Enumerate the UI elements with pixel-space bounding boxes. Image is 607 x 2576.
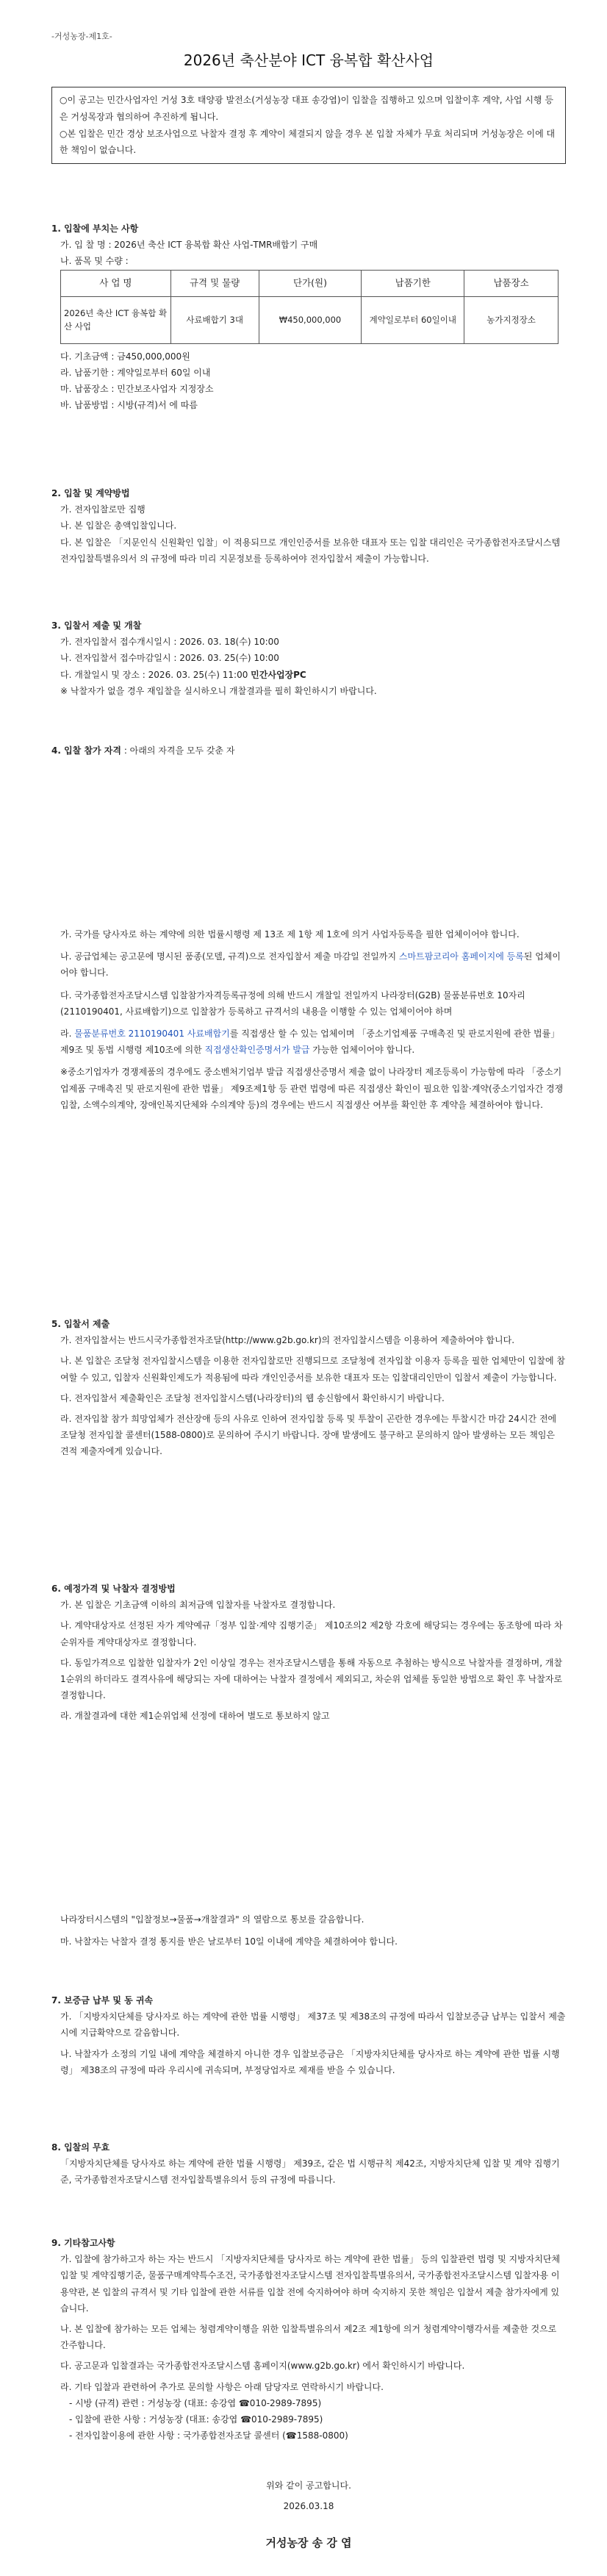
item-na: 나. 품목 및 수량 : bbox=[60, 256, 129, 267]
item-da: 다. 동일가격으로 입찰한 입찰자가 2인 이상일 경우는 전자조달시스템을 통해 자동으로 추첨하는 방식으로 낙찰자를 결정하며, 개찰 1순위의 하더라도 결격사유에 해당되는 자에 대하여는 낙찰자 결정에서 제외되고, 차순위 업체를 동일한 방법으로 확인 후 낙찰자로 결정합니다. bbox=[60, 1657, 563, 1701]
contact-spec: - 시방 (규격) 관련 : 거성농장 (대표: 송강엽 ☎010-2989-7895) bbox=[69, 2397, 322, 2408]
signature: 거성농장 송 강 엽 bbox=[265, 2536, 352, 2550]
table-row bbox=[61, 296, 558, 343]
item-ga: 가. 본 입찰은 기초금액 이하의 최저금액 입찰자를 낙찰자로 결정합니다. bbox=[60, 1600, 336, 1611]
certificate-highlight: 직접생산확인증명서가 발급 bbox=[204, 1045, 310, 1056]
item-ma: 마. 낙찰자는 낙찰자 결정 통지를 받은 날로부터 10일 이내에 계약을 체결하여야 합니다. bbox=[60, 1936, 398, 1947]
section-2 bbox=[51, 485, 566, 567]
note: ※ 낙찰자가 없을 경우 재입찰을 실시하오니 개찰결과를 필히 확인하시기 바랍니다. bbox=[60, 685, 377, 696]
section-heading-tail: : 아래의 자격을 모두 갖춘 자 bbox=[121, 745, 235, 756]
doc-label: -거성농장-제1호- bbox=[51, 32, 112, 41]
section-heading: 2. 입찰 및 계약방법 bbox=[51, 488, 130, 498]
item-note: ※중소기업자가 경쟁제품의 경우에도 중소벤처기업부 발급 직접생산증명서 제출 없이 나라장터 제조등록이 가능함에 따라 「중소기업제품 구매촉진 및 판로지원에 관한 법률」 제9조제1항 등 관련 법령에 따른 직접생산 확인이 필요한 입찰·계약(중소기업자간 경쟁입찰, 소액수의계약, 장애인복지단체와 수의계약 등)의 경우에는 반드시 직접생산 여부를 확인한 후 계약을 체결하여야 합니다. bbox=[60, 1067, 564, 1110]
section-3 bbox=[51, 618, 566, 699]
section-heading: 3. 입찰서 제출 및 개찰 bbox=[51, 620, 142, 631]
item-da-text: 다. 개찰일시 및 장소 : 2026. 03. 25(수) 11:00 bbox=[60, 669, 251, 680]
item-na: 나. 낙찰자가 소정의 기일 내에 계약을 체결하지 아니한 경우 입찰보증금은 「지방자치단체를 당사자로 하는 계약에 관한 법률 시행령」 제38조의 규정에 따라 우리시에 귀속되며, 부정당업자로 제재를 받을 수 있습니다. bbox=[60, 2048, 560, 2075]
section-heading: 8. 입찰의 무효 bbox=[51, 2142, 110, 2153]
section-4-body bbox=[51, 926, 566, 1113]
bid-location: 민간사업장PC bbox=[251, 669, 306, 680]
item-ga: 가. 입찰에 참가하고자 하는 자는 반드시 「지방자치단체를 당사자로 하는 계약에 관한 법률」 등의 입찰관련 법령 및 지방자치단체 입찰 및 계약집행기준, 물품구매계약특수조건, 국가종합전자조달시스템 전자입찰특별유의서, 국가종합전자조달시스템 입찰자용 이용약관, 본 입찰의 규격서 및 기타 입찰에 관한 서류를 입찰 전에 숙지하여야 하며 숙지하지 못한 책임은 입찰서 제출 참가자에게 있습니다. bbox=[60, 2254, 561, 2314]
date: 2026.03.18 bbox=[283, 2501, 334, 2511]
item-da: 다. 국가종합전자조달시스템 입찰참가자격등록규정에 의해 반드시 개찰일 전일까지 나라장터(G2B) 물품분류번호 10자리(2110190401, 사료배합기)으로 입찰참가 등록하고 규격서의 내용을 이행할 수 있는 업체이어야 하며 bbox=[60, 990, 525, 1017]
item-da: 다. 기초금액 : 금450,000,000원 bbox=[60, 351, 190, 362]
section-7 bbox=[51, 1992, 566, 2078]
item-da: 다. 공고문과 입찰결과는 국가종합전자조달시스템 홈페이지(www.g2b.go.kr) 에서 확인하시기 바랍니다. bbox=[60, 2361, 465, 2372]
table-cell: 농가지정장소 bbox=[464, 296, 558, 343]
item-ga: 가. 입 찰 명 : 2026년 축산 ICT 융복합 확산 사업-TMR배합기 구매 bbox=[60, 240, 318, 251]
notice-line-2: ○본 입찰은 민간 경상 보조사업으로 낙찰자 결정 후 계약이 체결되지 않을 경우 본 입찰 자체가 무효 처리되며 거성농장은 이에 대한 책임이 없습니다. bbox=[60, 128, 556, 156]
section-9 bbox=[51, 2235, 566, 2444]
section-heading: 6. 예정가격 및 낙찰자 결정방법 bbox=[51, 1584, 176, 1594]
section-6 bbox=[51, 1581, 566, 1725]
item-ga: 가. 국가를 당사자로 하는 계약에 의한 법률시행령 제 13조 제 1항 제 1호에 의거 사업자등록을 필한 업체이어야 합니다. bbox=[60, 929, 520, 940]
contact-bid: - 입찰에 관한 사항 : 거성농장 (대표: 송강엽 ☎010-2989-7895) bbox=[69, 2414, 323, 2425]
item-na: 나. 계약대상자로 선정된 자가 계약예규「정부 입찰·계약 집행기준」 제10조의2 제2항 각호에 해당되는 경우에는 동조항에 따라 차순위자를 계약대상자로 결정합니다. bbox=[60, 1620, 563, 1647]
item-ba: 바. 납품방법 : 시방(규격)서 에 따름 bbox=[60, 400, 198, 411]
section-6-tail bbox=[51, 1911, 566, 1950]
section-5 bbox=[51, 1316, 566, 1460]
section-heading-bold: 4. 입찰 참가 자격 bbox=[51, 745, 121, 756]
section-heading: 1. 입찰에 부치는 사항 bbox=[51, 223, 139, 234]
item-na bbox=[51, 948, 566, 981]
table-header: 규격 및 물량 bbox=[170, 270, 259, 296]
table-cell: ₩450,000,000 bbox=[259, 296, 362, 343]
product-code-highlight: 물품분류번호 2110190401 사료배합기 bbox=[74, 1028, 230, 1039]
section-4 bbox=[51, 743, 566, 759]
section-1 bbox=[51, 221, 566, 413]
table-header-row bbox=[61, 270, 558, 296]
item-na: 나. 본 입찰에 참가하는 모든 업체는 청렴계약이행을 위한 입찰특별유의서 제2조 제1항에 의거 청렴계약이행각서를 제출한 것으로 간주합니다. bbox=[60, 2323, 557, 2351]
item-ra: 라. 납품기한 : 계약일로부터 60일 이내 bbox=[60, 367, 211, 378]
item-da: 다. 전자입찰서 제출확인은 조달청 전자입찰시스템(나라장터)의 웹 송신함에서 확인하시기 바랍니다. bbox=[60, 1392, 445, 1403]
section-heading bbox=[51, 743, 566, 759]
item-na: 나. 본 입찰은 총액입찰입니다. bbox=[60, 520, 177, 532]
item-ra-prefix: 라. bbox=[60, 1028, 75, 1039]
item-ra-mid: 를 직접생산 할 수 있는 업체이며 「중소기업제품 구매촉진 및 판로지원에 관한 법률」 제9조 및 동법 시행령 제10조에 의한 bbox=[60, 1028, 560, 1056]
table-cell: 계약일로부터 60일이내 bbox=[362, 296, 464, 343]
item-na-text: 나. 공급업체는 공고문에 명시된 품종(모델, 규격)으로 전자입찰서 제출 마감일 전일까지 bbox=[60, 951, 399, 962]
section-heading: 5. 입찰서 제출 bbox=[51, 1319, 110, 1329]
item-ga: 가. 전자입찰로만 집행 bbox=[60, 504, 146, 515]
notice-box bbox=[51, 87, 566, 164]
item-ga: 가. 전자입찰서는 반드시국가종합전자조달(http://www.g2b.go.kr)의 전자입찰시스템을 이용하여 제출하여야 합니다. bbox=[60, 1335, 515, 1346]
notice-line-1: ○이 공고는 민간사업자인 거성 3호 태양광 발전소(거성농장 대표 송강엽)이 입찰을 집행하고 있으며 입찰이후 계약, 사업 시행 등은 거성목장과 협의하여 추진하게 됩니다. bbox=[60, 95, 553, 122]
section-heading: 9. 기타참고사항 bbox=[51, 2238, 115, 2248]
table-cell: 2026년 축산 ICT 융복합 확산 사업 bbox=[61, 296, 171, 343]
page-title: 2026년 축산분야 ICT 융복합 확산사업 bbox=[183, 51, 434, 69]
item-na: 나. 본 입찰은 조달청 전자입찰시스템을 이용한 전자입찰로만 진행되므로 조달청에 전자입찰 이용자 등록을 필한 업체만이 입찰에 참여할 수 있고, 입찰자 신원확인제도가 적용됨에 따라 개인인증서를 보유한 대표자 또는 입찰대리인만이 입찰서 제출이 가능합니다. bbox=[60, 1356, 566, 1383]
item-na-suffix: 된 업체이어야 합니다. bbox=[60, 951, 561, 978]
section-heading: 7. 보증금 납부 및 동 귀속 bbox=[51, 1995, 154, 2006]
table-header: 납품기한 bbox=[362, 270, 464, 296]
section-text: 「지방자치단체를 당사자로 하는 계약에 관한 법률 시행령」 제39조, 같은 법 시행규칙 제42조, 지방자치단체 입찰 및 계약 집행기준, 국가종합전자조달시스템 전자입찰특별유의서 등의 규정에 따릅니다. bbox=[60, 2158, 560, 2186]
table-cell: 사료배합기 3대 bbox=[170, 296, 259, 343]
registration-highlight: 스마트팜코리아 홈페이지에 등록 bbox=[398, 951, 524, 962]
item-ra: 라. 개찰결과에 대한 제1순위업체 선정에 대하여 별도로 통보하지 않고 bbox=[60, 1711, 330, 1722]
item-ga: 가. 전자입찰서 접수개시일시 : 2026. 03. 18(수) 10:00 bbox=[60, 637, 279, 648]
item-ga: 가. 「지방자치단체를 당사자로 하는 계약에 관한 법률 시행령」 제37조 및 제38조의 규정에 따라서 입찰보증금 납부는 입찰서 제출 시에 지급확약으로 갈음합니다. bbox=[60, 2011, 566, 2039]
item-ra: 라. 기타 입찰과 관련하여 추가로 문의할 사항은 아래 담당자로 연락하시기 바랍니다. bbox=[60, 2381, 384, 2392]
item-da: 다. 본 입찰은 「지문인식 신원확인 입찰」이 적용되므로 개인인증서를 보유한 대표자 또는 입찰 대리인은 국가종합전자조달시스템 전자입찰특별유의서 의 규정에 따라 미리 지문정보를 등록하여야 전자입찰서 제출이 가능합니다. bbox=[60, 537, 561, 564]
item-na: 나. 전자입찰서 접수마감일시 : 2026. 03. 25(수) 10:00 bbox=[60, 653, 279, 664]
closing: 위와 같이 공고합니다. bbox=[266, 2480, 351, 2491]
item-da bbox=[51, 667, 566, 683]
item-ma: 마. 납품장소 : 민간보조사업자 지정장소 bbox=[60, 383, 214, 394]
table-header: 단가(원) bbox=[259, 270, 362, 296]
item-ra: 라. 전자입찰 참가 희망업체가 전산장애 등의 사유로 인하여 전자입찰 등록 및 투찰이 곤란한 경우에는 투찰시간 마감 24시간 전에 조달청 전자입찰 콜센터(1588-0800)로 문의하여 주시기 바랍니다. 장애 발생에도 불구하고 문의하지 않아 발생하는 모든 책임은 견적 제출자에게 있습니다. bbox=[60, 1413, 557, 1457]
section-8 bbox=[51, 2139, 566, 2189]
table-header: 납품장소 bbox=[464, 270, 558, 296]
item-ra-suffix: 가능한 업체이어야 합니다. bbox=[309, 1045, 415, 1056]
contact-callcenter: - 전자입찰이용에 관한 사항 : 국가종합전자조달 콜센터 (☎1588-0800) bbox=[69, 2430, 348, 2441]
table-header: 사 업 명 bbox=[61, 270, 171, 296]
notice-method: 나라장터시스템의 "입찰정보→물품→개찰결과" 의 열람으로 통보를 갈음합니다. bbox=[60, 1914, 364, 1925]
items-table bbox=[60, 270, 558, 344]
item-ra bbox=[51, 1026, 566, 1058]
